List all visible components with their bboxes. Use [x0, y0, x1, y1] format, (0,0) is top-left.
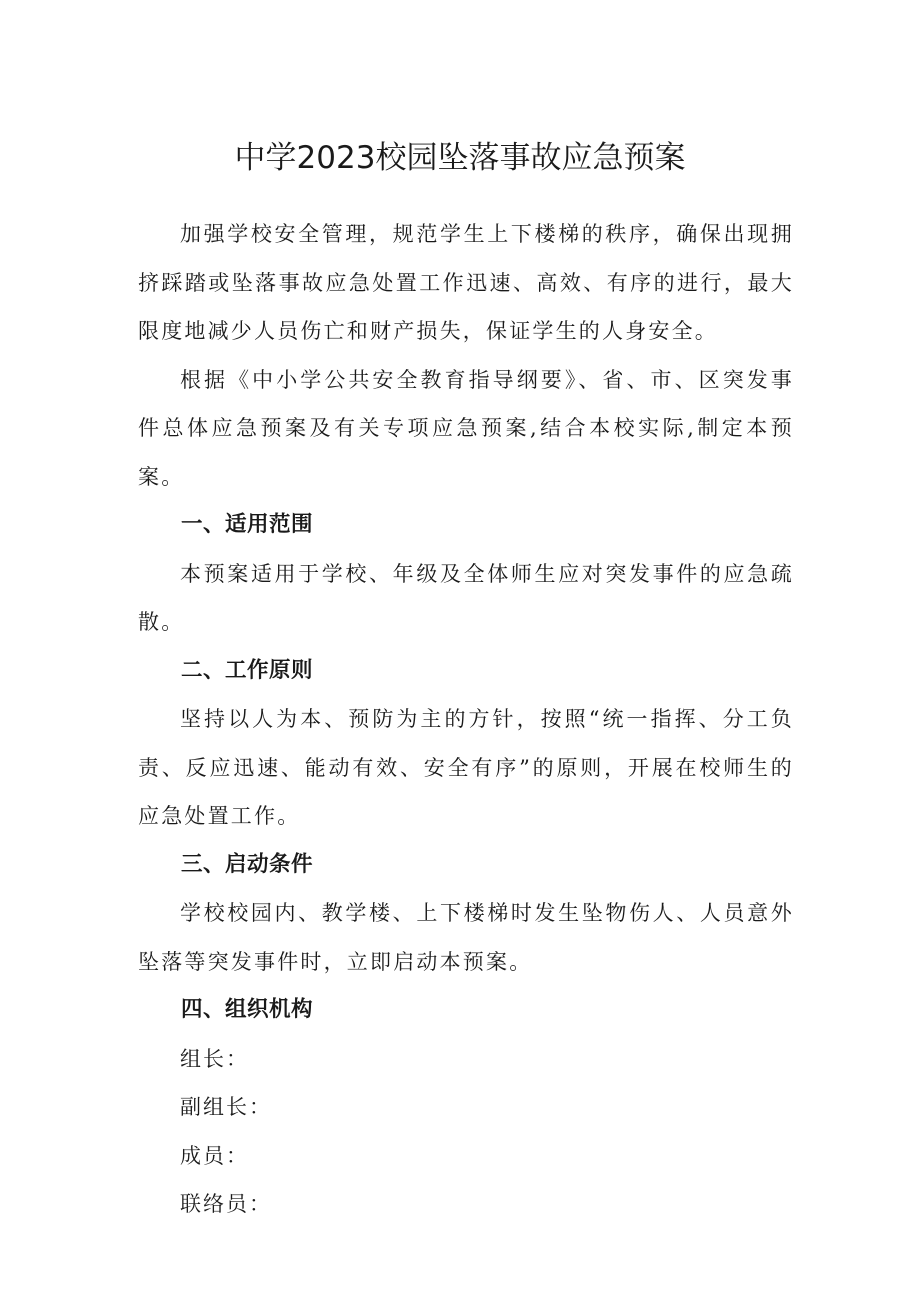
- field-deputy-leader: 副组长：: [180, 1095, 272, 1119]
- section-heading-organization: 四、组织机构: [181, 997, 314, 1022]
- field-leader: 组长：: [180, 1046, 249, 1071]
- section-heading-principles: 二、工作原则: [181, 657, 314, 683]
- field-members: 成员：: [180, 1143, 249, 1168]
- intro-paragraph: 根据《中小学公共安全教育指导纲要》、省、市、区突发事件总体应急预案及有关专项应急预案,结合本校实际,制定本预案。: [138, 367, 794, 489]
- intro-paragraph: 加强学校安全管理，规范学生上下楼梯的秩序，确保出现拥挤踩踏或坠落事故应急处置工作迅速、高效、有序的进行，最大限度地减少人员伤亡和财产损失，保证学生的人身安全。: [138, 222, 794, 343]
- document-title: 中学2023校园坠落事故应急预案: [234, 140, 686, 176]
- field-liaison: 联络员：: [180, 1192, 272, 1216]
- section-text-trigger: 学校校园内、教学楼、上下楼梯时发生坠物伤人、人员意外坠落等突发事件时，立即启动本预案。: [138, 901, 794, 974]
- section-heading-scope: 一、适用范围: [181, 512, 314, 537]
- section-heading-trigger: 三、启动条件: [181, 851, 314, 877]
- document-body: [138, 210, 794, 1229]
- section-text-principles: 坚持以人为本、预防为主的方针，按照“统一指挥、分工负责、反应迅速、能动有效、安全有序”的原则，开展在校师生的应急处置工作。: [138, 707, 794, 828]
- section-text-scope: 本预案适用于学校、年级及全体师生应对突发事件的应急疏散。: [138, 561, 794, 634]
